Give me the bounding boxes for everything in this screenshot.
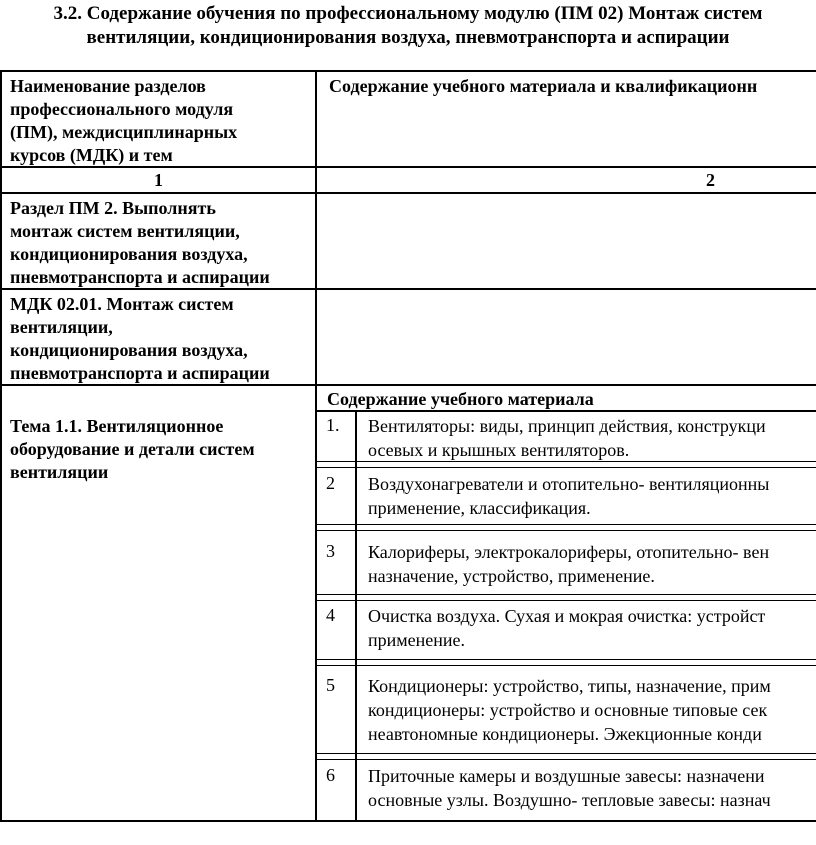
item-number-5: 5 xyxy=(326,675,335,695)
item-separator-5b xyxy=(315,759,816,760)
item-number-1: 1. xyxy=(326,415,340,435)
header-col1-line-3: (ПМ), междисциплинарных xyxy=(10,122,238,142)
mdk-title-line-1: МДК 02.01. Монтаж систем xyxy=(10,294,234,314)
mdk-title xyxy=(10,293,315,385)
item-separator-4a xyxy=(315,659,816,660)
table-border-colnums xyxy=(0,192,816,194)
item-separator-2a xyxy=(315,524,816,525)
item-separator-2b xyxy=(315,530,816,531)
item-separator-4b xyxy=(315,665,816,666)
section-title-line-3: кондиционирования воздуха, xyxy=(10,244,248,264)
curriculum-table xyxy=(0,70,816,822)
table-border-num-divider xyxy=(355,410,357,822)
item-number-4: 4 xyxy=(326,605,335,625)
item-number-6: 6 xyxy=(326,765,335,785)
table-border-col-divider xyxy=(315,70,317,822)
item-separator-3a xyxy=(315,594,816,595)
section-title xyxy=(10,197,315,289)
section-title-line-2: монтаж систем вентиляции, xyxy=(10,221,240,241)
item-text-4 xyxy=(368,604,816,652)
mdk-title-line-4: пневмотранспорта и аспирации xyxy=(10,363,270,383)
item-text-3-line-1: Калориферы, электрокалориферы, отопительно- вен xyxy=(368,542,770,562)
header-col1-line-1: Наименование разделов xyxy=(10,76,206,96)
column-number-2: 2 xyxy=(706,170,715,190)
item-text-2-line-1: Воздухонагреватели и отопительно- вентиляционны xyxy=(368,474,770,494)
header-col1 xyxy=(10,75,310,167)
item-text-6-line-2: основные узлы. Воздушно- тепловые завесы: назнач xyxy=(368,790,771,810)
topic-title-line-2: оборудование и детали систем xyxy=(10,439,255,459)
item-text-3 xyxy=(368,540,816,588)
column-number-1: 1 xyxy=(154,170,163,190)
table-border-top xyxy=(0,70,816,72)
item-number-3: 3 xyxy=(326,541,335,561)
item-text-4-line-1: Очистка воздуха. Сухая и мокрая очистка: устройст xyxy=(368,606,766,626)
item-separator-1b xyxy=(315,467,816,468)
topic-title-line-3: вентиляции xyxy=(10,462,109,482)
item-number-2: 2 xyxy=(326,473,335,493)
table-border-bottom xyxy=(0,820,816,822)
item-text-5 xyxy=(368,674,816,746)
item-text-6 xyxy=(368,764,816,812)
item-text-5-line-3: неавтономные кондиционеры. Эжекционные конди xyxy=(368,724,762,744)
content-label: Содержание учебного материала xyxy=(327,389,594,409)
document-title-line-2: вентиляции, кондиционирования воздуха, пневмотранспорта и аспирации xyxy=(86,27,730,48)
topic-title-line-1: Тема 1.1. Вентиляционное xyxy=(10,416,224,436)
item-text-2 xyxy=(368,472,816,520)
section-title-line-4: пневмотранспорта и аспирации xyxy=(10,267,270,287)
item-text-4-line-2: применение. xyxy=(368,630,466,650)
item-text-6-line-1: Приточные камеры и воздушные завесы: назначени xyxy=(368,766,765,786)
mdk-title-line-2: вентиляции, xyxy=(10,317,113,337)
item-text-3-line-2: назначение, устройство, применение. xyxy=(368,566,655,586)
item-text-1-line-1: Вентиляторы: виды, принцип действия, конструкци xyxy=(368,416,766,436)
header-col1-line-2: профессионального модуля xyxy=(10,99,234,119)
header-col1-line-4: курсов (МДК) и тем xyxy=(10,145,173,165)
item-text-5-line-1: Кондиционеры: устройство, типы, назначение, прим xyxy=(368,676,771,696)
item-text-2-line-2: применение, классификация. xyxy=(368,498,591,518)
topic-title xyxy=(10,415,315,484)
item-text-5-line-2: кондиционеры: устройство и основные типовые сек xyxy=(368,700,768,720)
header-col2: Содержание учебного материала и квалификационн xyxy=(329,76,758,96)
item-text-1-line-2: осевых и крышных вентиляторов. xyxy=(368,440,630,460)
document-title-line-1: 3.2. Содержание обучения по профессиональному модулю (ПМ 02) Монтаж систем xyxy=(53,3,763,24)
section-title-line-1: Раздел ПМ 2. Выполнять xyxy=(10,198,216,218)
mdk-title-line-3: кондиционирования воздуха, xyxy=(10,340,248,360)
item-separator-5a xyxy=(315,753,816,754)
item-text-1 xyxy=(368,414,816,462)
item-separator-3b xyxy=(315,600,816,601)
